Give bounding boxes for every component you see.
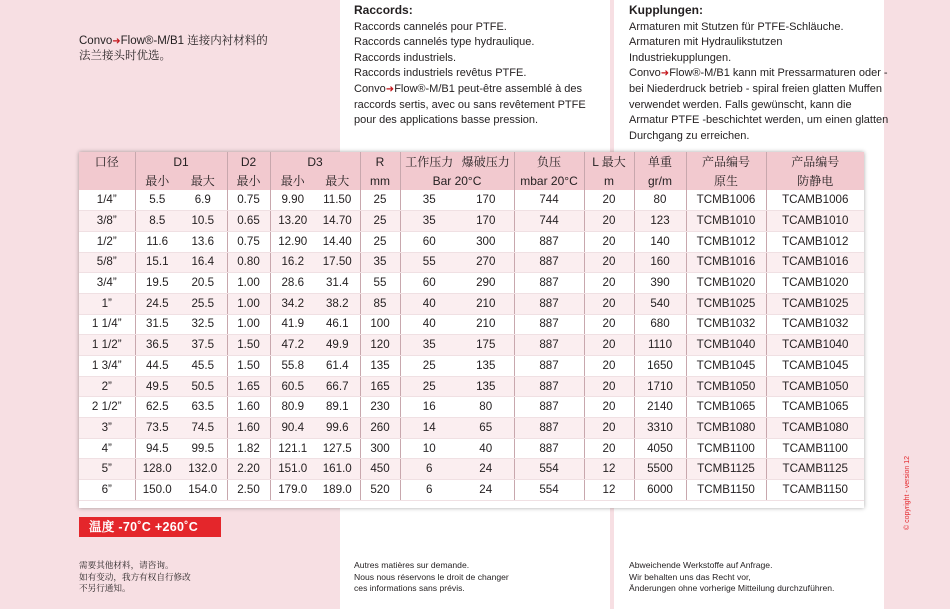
table-header-row [79,152,864,171]
table-cell: 46.1 [315,314,360,335]
table-cell: 16 [400,397,458,418]
table-cell: 123 [634,211,686,232]
table-cell: 450 [360,459,400,480]
table-cell: 25.5 [179,293,227,314]
table-cell: 1/4” [79,190,135,211]
zh-intro: Convo➜Flow®-M/B1 连接内衬材料的 法兰接头时优选。 [79,35,268,62]
table-cell: 35 [400,211,458,232]
table-cell: 210 [458,314,514,335]
table-cell: 49.9 [315,335,360,356]
table-cell: 887 [514,314,584,335]
table-cell: TCAMB1045 [766,356,864,377]
table-cell: 20 [584,356,634,377]
table-cell: 20 [584,190,634,211]
table-cell: 0.65 [227,211,270,232]
table-cell: 90.4 [270,418,315,439]
table-cell: 1.65 [227,376,270,397]
table-row [79,356,864,377]
col-r-unit: mm [360,171,400,190]
spec-table [79,152,864,501]
table-cell: 80.9 [270,397,315,418]
table-cell: TCMB1125 [686,459,766,480]
table-row [79,273,864,294]
table-cell: 3310 [634,418,686,439]
table-cell: 60 [400,273,458,294]
table-cell: 887 [514,397,584,418]
table-cell: 1710 [634,376,686,397]
table-cell: 40 [400,314,458,335]
table-cell: 132.0 [179,459,227,480]
table-cell: 12.90 [270,231,315,252]
table-cell: 6” [79,480,135,501]
table-cell: 10 [400,438,458,459]
col-d3-min: 最小 [270,171,315,190]
table-cell: 49.5 [135,376,179,397]
table-cell: 35 [360,252,400,273]
table-cell: 744 [514,211,584,232]
table-cell: 13.20 [270,211,315,232]
table-cell: 40 [400,293,458,314]
table-cell: 14.70 [315,211,360,232]
table-cell: 13.6 [179,231,227,252]
table-cell: 179.0 [270,480,315,501]
table-row [79,480,864,501]
table-cell: 47.2 [270,335,315,356]
table-cell: TCMB1040 [686,335,766,356]
table-cell: 99.6 [315,418,360,439]
table-cell: 89.1 [315,397,360,418]
table-cell: 127.5 [315,438,360,459]
table-cell: 20.5 [179,273,227,294]
table-cell: 16.4 [179,252,227,273]
table-cell: 25 [400,356,458,377]
table-cell: 1 3/4” [79,356,135,377]
table-cell: 121.1 [270,438,315,459]
table-cell: 17.50 [315,252,360,273]
table-cell: 31.4 [315,273,360,294]
table-cell: 128.0 [135,459,179,480]
col-part-number-antistatic-sub: 防静电 [766,171,864,190]
table-cell: 28.6 [270,273,315,294]
table-cell: 24 [458,480,514,501]
col-weight: 单重 [634,152,686,171]
table-cell: 14.40 [315,231,360,252]
table-cell: 35 [400,190,458,211]
table-cell: 230 [360,397,400,418]
table-cell: 12 [584,480,634,501]
table-row [79,438,864,459]
table-cell: 150.0 [135,480,179,501]
col-d1-min: 最小 [135,171,179,190]
table-cell: 170 [458,211,514,232]
table-cell: 80 [634,190,686,211]
de-title: Kupplungen: [629,3,703,17]
table-cell: 20 [584,376,634,397]
table-cell: 1.00 [227,314,270,335]
table-cell: 20 [584,293,634,314]
table-cell: 1.60 [227,418,270,439]
table-cell: TCAMB1025 [766,293,864,314]
table-cell: TCAMB1150 [766,480,864,501]
table-cell: 300 [458,231,514,252]
table-cell: 20 [584,438,634,459]
table-cell: TCMB1016 [686,252,766,273]
arrow-icon: ➜ [385,83,395,95]
table-cell: 5500 [634,459,686,480]
table-cell: 99.5 [179,438,227,459]
table-cell: 390 [634,273,686,294]
table-cell: 5/8” [79,252,135,273]
col-weight-unit: gr/m [634,171,686,190]
table-cell: 5” [79,459,135,480]
table-cell: 20 [584,314,634,335]
table-cell: 38.2 [315,293,360,314]
table-cell: 554 [514,480,584,501]
table-cell: TCAMB1065 [766,397,864,418]
table-cell: 20 [584,252,634,273]
table-cell: 260 [360,418,400,439]
table-cell: 15.1 [135,252,179,273]
table-cell: 9.90 [270,190,315,211]
col-burst-pressure: 爆破压力 [458,152,514,171]
table-cell: 154.0 [179,480,227,501]
table-cell: 270 [458,252,514,273]
table-cell: 94.5 [135,438,179,459]
table-cell: 300 [360,438,400,459]
table-cell: 10.5 [179,211,227,232]
table-cell: 24.5 [135,293,179,314]
col-length-unit: m [584,171,634,190]
table-row [79,397,864,418]
table-cell: 73.5 [135,418,179,439]
table-cell: 32.5 [179,314,227,335]
table-cell: 80 [458,397,514,418]
table-cell: 887 [514,438,584,459]
table-cell: 60 [400,231,458,252]
table-cell: 887 [514,252,584,273]
table-cell: TCMB1012 [686,231,766,252]
table-cell: 19.5 [135,273,179,294]
table-cell: 41.9 [270,314,315,335]
table-row [79,314,864,335]
table-cell: 25 [360,190,400,211]
col-d2-min: 最小 [227,171,270,190]
table-cell: 2.20 [227,459,270,480]
arrow-icon: ➜ [112,36,121,47]
table-cell: 14 [400,418,458,439]
table-cell: 25 [400,376,458,397]
table-cell: 210 [458,293,514,314]
table-cell: 290 [458,273,514,294]
table-cell: 36.5 [135,335,179,356]
table-cell: 4050 [634,438,686,459]
col-vacuum-unit: mbar 20°C [514,171,584,190]
table-cell: TCMB1010 [686,211,766,232]
table-cell: 520 [360,480,400,501]
table-cell: 4” [79,438,135,459]
table-cell: TCAMB1016 [766,252,864,273]
table-row [79,335,864,356]
table-cell: TCAMB1032 [766,314,864,335]
table-cell: TCAMB1012 [766,231,864,252]
col-length: L 最大 [584,152,634,171]
table-cell: 680 [634,314,686,335]
table-cell: 6000 [634,480,686,501]
table-cell: TCAMB1100 [766,438,864,459]
fr-footer: Autres matières sur demande. Nous nous réservons le droit de changer ces informations sans prévis. [354,560,509,593]
table-cell: 887 [514,273,584,294]
arrow-icon: ➜ [660,68,670,80]
table-cell: 3/4” [79,273,135,294]
table-cell: TCMB1020 [686,273,766,294]
table-cell: 887 [514,293,584,314]
table-cell: TCAMB1010 [766,211,864,232]
spec-table-panel [79,152,864,508]
col-r: R [360,152,400,171]
table-row [79,231,864,252]
col-d3: D3 [270,152,360,171]
col-pressure-unit: Bar 20°C [400,171,514,190]
table-cell: 11.6 [135,231,179,252]
table-cell: 1.60 [227,397,270,418]
table-cell: 61.4 [315,356,360,377]
table-row [79,252,864,273]
table-cell: 170 [458,190,514,211]
table-cell: 20 [584,335,634,356]
table-cell: TCMB1045 [686,356,766,377]
col-part-number: 产品编号 [686,152,766,171]
table-cell: 74.5 [179,418,227,439]
table-cell: TCAMB1040 [766,335,864,356]
table-cell: 189.0 [315,480,360,501]
table-cell: 1 1/2” [79,335,135,356]
table-cell: 887 [514,418,584,439]
table-cell: TCMB1150 [686,480,766,501]
col-vacuum: 负压 [514,152,584,171]
table-cell: 20 [584,273,634,294]
table-row [79,418,864,439]
table-cell: 151.0 [270,459,315,480]
table-cell: 1.82 [227,438,270,459]
zh-footer: 需要其他材料，请咨询。 如有变动，我方有权自行修改 不另行通知。 [79,560,191,593]
table-cell: 20 [584,211,634,232]
table-cell: 16.2 [270,252,315,273]
table-cell: 6.9 [179,190,227,211]
table-cell: 12 [584,459,634,480]
table-cell: 1” [79,293,135,314]
table-cell: 65 [458,418,514,439]
table-cell: 887 [514,376,584,397]
col-part-number-antistatic: 产品编号 [766,152,864,171]
table-cell: TCMB1006 [686,190,766,211]
table-cell: TCMB1032 [686,314,766,335]
table-subheader-row [79,171,864,190]
table-cell: 40 [458,438,514,459]
table-cell: 6 [400,480,458,501]
table-cell: 44.5 [135,356,179,377]
col-d1: D1 [135,152,227,171]
table-cell: 1.00 [227,273,270,294]
table-cell: 135 [360,356,400,377]
table-cell: 2 1/2” [79,397,135,418]
table-cell: TCMB1065 [686,397,766,418]
col-d1-max: 最大 [179,171,227,190]
col-d3-max: 最大 [315,171,360,190]
table-cell: 1/2” [79,231,135,252]
de-footer: Abweichende Werkstoffe auf Anfrage. Wir behalten uns das Recht vor, Änderungen ohne vorherige Mitteilung durchzuführen. [629,560,835,593]
col-size: 口径 [79,152,135,171]
table-cell: 540 [634,293,686,314]
table-cell: 120 [360,335,400,356]
table-cell: TCMB1025 [686,293,766,314]
table-cell: TCMB1100 [686,438,766,459]
table-cell: 1.50 [227,356,270,377]
table-cell: TCAMB1050 [766,376,864,397]
table-cell: 135 [458,376,514,397]
de-description: Kupplungen: Armaturen mit Stutzen für PTFE-Schläuche. Armaturen mit Hydraulikstutzen Industriekupplungen. Convo➜Flow®-M/B1 kann mit Pressarmaturen oder - bei Niederdruck betrieb - spiral freien glatten Muffen verwendet werden. Falls gewünscht, kann die Armatur PTFE -beschichtet werden, um einen glatten Durchgang zu erreichen. [629,3,889,142]
table-cell: 887 [514,335,584,356]
table-cell: 2” [79,376,135,397]
table-cell: TCAMB1125 [766,459,864,480]
col-part-number-sub: 原生 [686,171,766,190]
table-cell: 6 [400,459,458,480]
table-cell: 161.0 [315,459,360,480]
table-cell: 2.50 [227,480,270,501]
table-cell: 63.5 [179,397,227,418]
fr-description: Raccords: Raccords cannelés pour PTFE. Raccords cannelés type hydraulique. Raccords industriels. Raccords industriels revêtus PTFE. Convo➜Flow®-M/B1 peut-être assemblé à des raccords sertis, avec ou sans revêtement PTFE pour des applications basse pression. [354,3,586,127]
table-cell: 1.00 [227,293,270,314]
table-cell: 25 [360,231,400,252]
table-cell: 744 [514,190,584,211]
table-cell: TCAMB1020 [766,273,864,294]
table-cell: 55 [360,273,400,294]
table-cell: 0.75 [227,231,270,252]
table-cell: 135 [458,356,514,377]
copyright-note: © copyright - version 12 [904,455,911,530]
table-cell: 160 [634,252,686,273]
table-cell: 60.5 [270,376,315,397]
table-cell: 66.7 [315,376,360,397]
table-cell: 175 [458,335,514,356]
fr-title: Raccords: [354,3,413,17]
table-cell: 0.75 [227,190,270,211]
table-cell: TCAMB1006 [766,190,864,211]
table-row [79,293,864,314]
table-cell: 11.50 [315,190,360,211]
table-row [79,376,864,397]
table-cell: TCAMB1080 [766,418,864,439]
table-row [79,211,864,232]
table-cell: 1 1/4” [79,314,135,335]
table-cell: 1650 [634,356,686,377]
table-cell: 3/8” [79,211,135,232]
table-cell: 20 [584,397,634,418]
table-cell: 1110 [634,335,686,356]
col-d2: D2 [227,152,270,171]
table-cell: 35 [400,335,458,356]
table-cell: 887 [514,231,584,252]
table-cell: 85 [360,293,400,314]
table-row [79,459,864,480]
table-cell: 20 [584,418,634,439]
table-cell: 24 [458,459,514,480]
table-cell: 31.5 [135,314,179,335]
table-cell: 55 [400,252,458,273]
table-cell: 1.50 [227,335,270,356]
table-cell: 2140 [634,397,686,418]
table-cell: 165 [360,376,400,397]
table-cell: 5.5 [135,190,179,211]
table-cell: 140 [634,231,686,252]
table-cell: TCMB1050 [686,376,766,397]
table-cell: 554 [514,459,584,480]
table-cell: 887 [514,356,584,377]
table-cell: 0.80 [227,252,270,273]
col-working-pressure: 工作压力 [400,152,458,171]
table-cell: 8.5 [135,211,179,232]
table-cell: TCMB1080 [686,418,766,439]
temperature-badge: 温度 -70˚C +260˚C [79,517,221,537]
table-cell: 37.5 [179,335,227,356]
table-cell: 100 [360,314,400,335]
table-cell: 62.5 [135,397,179,418]
table-cell: 34.2 [270,293,315,314]
table-cell: 25 [360,211,400,232]
table-row [79,190,864,211]
table-cell: 50.5 [179,376,227,397]
table-cell: 3” [79,418,135,439]
table-cell: 20 [584,231,634,252]
table-cell: 45.5 [179,356,227,377]
table-cell: 55.8 [270,356,315,377]
